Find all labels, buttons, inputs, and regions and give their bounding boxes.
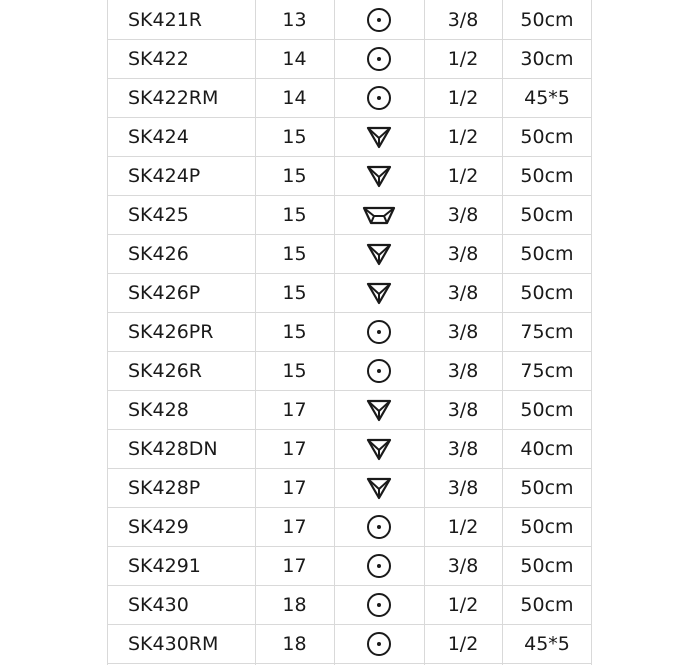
- size-value: 14: [282, 87, 307, 109]
- curve-value: 3/8: [447, 243, 479, 265]
- reverse-cutting-icon: [334, 430, 424, 468]
- size-value: 15: [282, 126, 307, 148]
- reverse-cutting-icon: [334, 118, 424, 156]
- length-value: 40cm: [520, 438, 574, 460]
- column-divider: [255, 0, 256, 665]
- length-value: 45*5: [524, 633, 570, 655]
- column-divider: [502, 0, 503, 665]
- round-body-icon: [334, 0, 424, 39]
- curve-value: 3/8: [447, 8, 479, 31]
- size-value: 17: [282, 555, 307, 577]
- round-body-icon: [334, 586, 424, 624]
- table-row: [107, 40, 592, 79]
- length-value: 50cm: [520, 477, 574, 499]
- column-divider: [591, 0, 592, 665]
- product-code: SK430: [128, 594, 189, 616]
- size-value: 13: [282, 8, 307, 31]
- product-code: SK425: [128, 204, 189, 226]
- table-row: [107, 391, 592, 430]
- product-code: SK424P: [128, 165, 201, 187]
- product-code: SK428: [128, 399, 189, 421]
- length-value: 30cm: [520, 48, 574, 70]
- product-code: SK424: [128, 126, 189, 148]
- table-row: [107, 469, 592, 508]
- table-row: [107, 196, 592, 235]
- curve-value: 3/8: [447, 321, 479, 343]
- product-code: SK426R: [128, 360, 202, 382]
- product-code: SK421R: [128, 8, 202, 31]
- spatula-icon: [334, 196, 424, 234]
- product-code: SK422: [128, 48, 189, 70]
- curve-value: 1/2: [447, 48, 479, 70]
- table-row: [107, 352, 592, 391]
- length-value: 50cm: [520, 399, 574, 421]
- column-divider: [107, 0, 108, 665]
- length-value: 75cm: [520, 321, 574, 343]
- reverse-cutting-icon: [334, 469, 424, 507]
- length-value: 50cm: [520, 8, 574, 31]
- table-row: [107, 547, 592, 586]
- product-code: SK426P: [128, 282, 201, 304]
- product-code: SK422RM: [128, 87, 219, 109]
- curve-value: 1/2: [447, 516, 479, 538]
- curve-value: 1/2: [447, 126, 479, 148]
- length-value: 50cm: [520, 594, 574, 616]
- round-body-icon: [334, 508, 424, 546]
- size-value: 18: [282, 594, 307, 616]
- round-body-icon: [334, 352, 424, 390]
- curve-value: 3/8: [447, 555, 479, 577]
- length-value: 75cm: [520, 360, 574, 382]
- length-value: 50cm: [520, 282, 574, 304]
- reverse-cutting-icon: [334, 274, 424, 312]
- length-value: 50cm: [520, 165, 574, 187]
- size-value: 15: [282, 282, 307, 304]
- curve-value: 3/8: [447, 204, 479, 226]
- size-value: 18: [282, 633, 307, 655]
- table-row: [107, 313, 592, 352]
- length-value: 50cm: [520, 555, 574, 577]
- size-value: 15: [282, 165, 307, 187]
- product-code: SK429: [128, 516, 189, 538]
- table-row: [107, 235, 592, 274]
- product-code: SK428P: [128, 477, 201, 499]
- table-row: [107, 79, 592, 118]
- curve-value: 1/2: [447, 165, 479, 187]
- curve-value: 1/2: [447, 633, 479, 655]
- table-row: [107, 430, 592, 469]
- length-value: 50cm: [520, 243, 574, 265]
- round-body-icon: [334, 313, 424, 351]
- table-row: [107, 274, 592, 313]
- length-value: 50cm: [520, 204, 574, 226]
- size-value: 15: [282, 360, 307, 382]
- curve-value: 3/8: [447, 477, 479, 499]
- round-body-icon: [334, 79, 424, 117]
- table-row: [107, 625, 592, 664]
- curve-value: 3/8: [447, 399, 479, 421]
- length-value: 50cm: [520, 516, 574, 538]
- size-value: 17: [282, 399, 307, 421]
- column-divider: [334, 0, 335, 665]
- product-code: SK426: [128, 243, 189, 265]
- product-code: SK430RM: [128, 633, 219, 655]
- size-value: 17: [282, 477, 307, 499]
- size-value: 15: [282, 321, 307, 343]
- reverse-cutting-icon: [334, 235, 424, 273]
- curve-value: 3/8: [447, 360, 479, 382]
- size-value: 15: [282, 204, 307, 226]
- column-divider: [424, 0, 425, 665]
- product-code: SK4291: [128, 555, 201, 577]
- reverse-cutting-icon: [334, 157, 424, 195]
- size-value: 15: [282, 243, 307, 265]
- table-row: [107, 157, 592, 196]
- curve-value: 1/2: [447, 594, 479, 616]
- curve-value: 3/8: [447, 438, 479, 460]
- curve-value: 1/2: [447, 87, 479, 109]
- length-value: 45*5: [524, 87, 570, 109]
- size-value: 14: [282, 48, 307, 70]
- round-body-icon: [334, 625, 424, 663]
- round-body-icon: [334, 40, 424, 78]
- reverse-cutting-icon: [334, 391, 424, 429]
- curve-value: 3/8: [447, 282, 479, 304]
- product-table: [107, 0, 592, 664]
- table-row: [107, 586, 592, 625]
- length-value: 50cm: [520, 126, 574, 148]
- table-row: [107, 0, 592, 40]
- round-body-icon: [334, 547, 424, 585]
- table-row: [107, 118, 592, 157]
- size-value: 17: [282, 438, 307, 460]
- table-row: [107, 508, 592, 547]
- product-code: SK428DN: [128, 438, 218, 460]
- size-value: 17: [282, 516, 307, 538]
- product-code: SK426PR: [128, 321, 214, 343]
